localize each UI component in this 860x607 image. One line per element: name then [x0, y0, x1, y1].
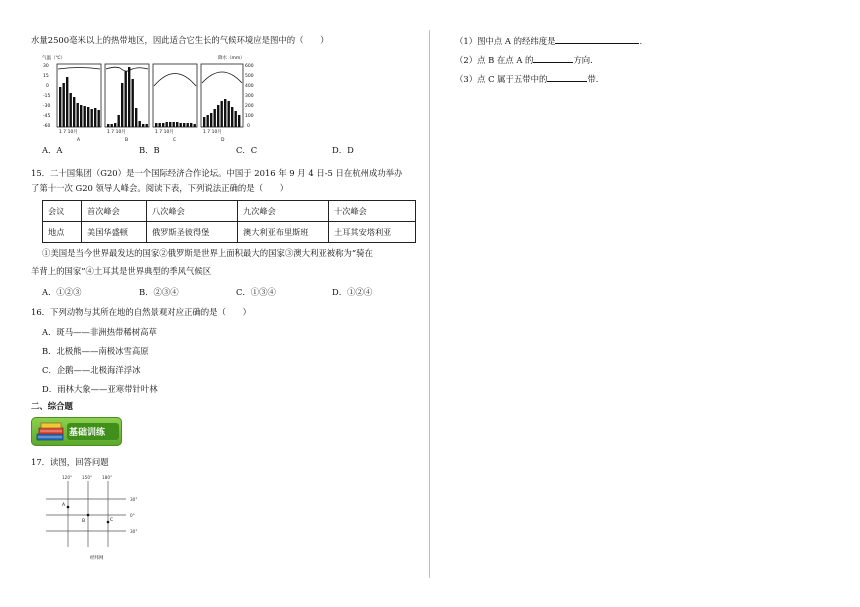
svg-text:600: 600	[245, 64, 254, 69]
point-c-label: C	[110, 518, 114, 523]
q15-statements-line1: ①美国是当今世界最发达的国家②俄罗斯是世界上面积最大的国家③澳大利亚被称为“骑在	[42, 248, 373, 258]
g20-summit-table	[42, 200, 416, 243]
svg-text:1 7 10月: 1 7 10月	[59, 130, 78, 135]
svg-text:120°: 120°	[62, 475, 73, 480]
q14-option-d[interactable]: D．D	[332, 145, 354, 155]
table-row	[43, 222, 416, 243]
svg-text:100: 100	[245, 114, 254, 119]
svg-text:400: 400	[245, 84, 254, 89]
svg-text:15: 15	[43, 74, 49, 79]
table-row	[43, 201, 416, 222]
q15-stem-line1: 15．二十国集团（G20）是一个国际经济合作论坛。中国于 2016 年 9 月 4 日-5 日在杭州成功举办	[31, 168, 403, 178]
graticule-caption: 经纬网	[90, 556, 104, 561]
section-2-title: 二、综合题	[31, 401, 73, 411]
q14-option-a[interactable]: A．A	[42, 145, 63, 155]
svg-text:0°: 0°	[130, 513, 135, 518]
answer-blank-3[interactable]	[547, 73, 587, 82]
q15-option-a[interactable]: A．①②③	[42, 287, 82, 297]
q15-option-b[interactable]: B．②③④	[139, 287, 179, 297]
table-cell: 澳大利亚布里斯班	[238, 222, 329, 243]
svg-text:500: 500	[245, 74, 254, 79]
q17-sub2: （2）点 B 在点 A 的 方向.	[455, 55, 593, 65]
svg-text:1 7 10月: 1 7 10月	[203, 130, 222, 135]
badge-label: 基础训练	[69, 428, 106, 438]
svg-text:150°: 150°	[82, 475, 93, 480]
q15-statements-line2: 羊背上的国家”④土耳其是世界典型的季风气候区	[31, 266, 212, 276]
svg-text:180°: 180°	[102, 475, 113, 480]
svg-text:-45: -45	[43, 114, 51, 119]
books-icon	[35, 421, 67, 443]
svg-text:1 7 10月: 1 7 10月	[107, 130, 126, 135]
point-a-label: A	[62, 503, 66, 508]
graticule-figure	[44, 473, 148, 561]
q15-option-c[interactable]: C．①③④	[236, 287, 276, 297]
q17-sub1: （1）图中点 A 的经纬度是 .	[455, 36, 643, 46]
q16-option-d[interactable]: D．雨林大象——亚寒带针叶林	[42, 384, 158, 394]
table-cell: 俄罗斯圣彼得堡	[147, 222, 238, 243]
right-axis-title: 降水（mm）	[218, 56, 245, 61]
q14-stem-tail: 水量2500毫米以上的热带地区，因此适合它生长的气候环境应是图中的（ ）	[31, 35, 329, 45]
q16-option-b[interactable]: B．北极熊——南极冰雪高原	[42, 346, 149, 356]
svg-text:30: 30	[43, 64, 49, 69]
svg-text:200: 200	[245, 104, 254, 109]
table-cell: 首次峰会	[82, 201, 147, 222]
svg-text:300: 300	[245, 94, 254, 99]
column-divider	[429, 30, 430, 578]
table-cell: 土耳其安塔利亚	[329, 222, 416, 243]
svg-text:-60: -60	[43, 124, 51, 129]
table-cell: 九次峰会	[238, 201, 329, 222]
panel-letter-b: B	[125, 138, 129, 143]
svg-text:0: 0	[247, 124, 250, 129]
q14-option-b[interactable]: B．B	[139, 145, 160, 155]
svg-text:30°: 30°	[130, 529, 138, 534]
table-cell: 美国华盛顿	[82, 222, 147, 243]
q16-stem: 16．下列动物与其所在地的自然景观对应正确的是（ ）	[31, 307, 252, 317]
climate-charts-figure	[40, 53, 262, 143]
q15-stem-line2: 了第十一次 G20 领导人峰会。阅读下表，下列说法正确的是（ ）	[31, 183, 289, 193]
panel-letter-d: D	[221, 138, 225, 143]
panel-letter-a: A	[77, 138, 81, 143]
q17-sub3: （3）点 C 属于五带中的 带.	[455, 74, 599, 84]
q17-stem: 17．读图，回答问题	[31, 457, 109, 467]
answer-blank-1[interactable]	[555, 35, 639, 44]
table-cell: 地点	[43, 222, 82, 243]
left-axis-title: 气温（℃）	[42, 56, 66, 61]
svg-text:-15: -15	[43, 94, 51, 99]
basic-training-badge	[31, 417, 122, 446]
table-cell: 会议	[43, 201, 82, 222]
q16-option-c[interactable]: C．企鹅——北极海洋浮冰	[42, 365, 141, 375]
point-b-label: B	[82, 519, 86, 524]
svg-text:30°: 30°	[130, 497, 138, 502]
table-cell: 十次峰会	[329, 201, 416, 222]
q16-option-a[interactable]: A．斑马——非洲热带稀树高草	[42, 327, 157, 337]
svg-text:-30: -30	[43, 104, 51, 109]
table-cell: 八次峰会	[147, 201, 238, 222]
answer-blank-2[interactable]	[533, 54, 573, 63]
svg-text:1 7 10月: 1 7 10月	[155, 130, 174, 135]
q14-option-c[interactable]: C．C	[236, 145, 258, 155]
svg-text:0: 0	[46, 84, 49, 89]
panel-letter-c: C	[173, 138, 177, 143]
q15-option-d[interactable]: D．①②④	[332, 287, 373, 297]
